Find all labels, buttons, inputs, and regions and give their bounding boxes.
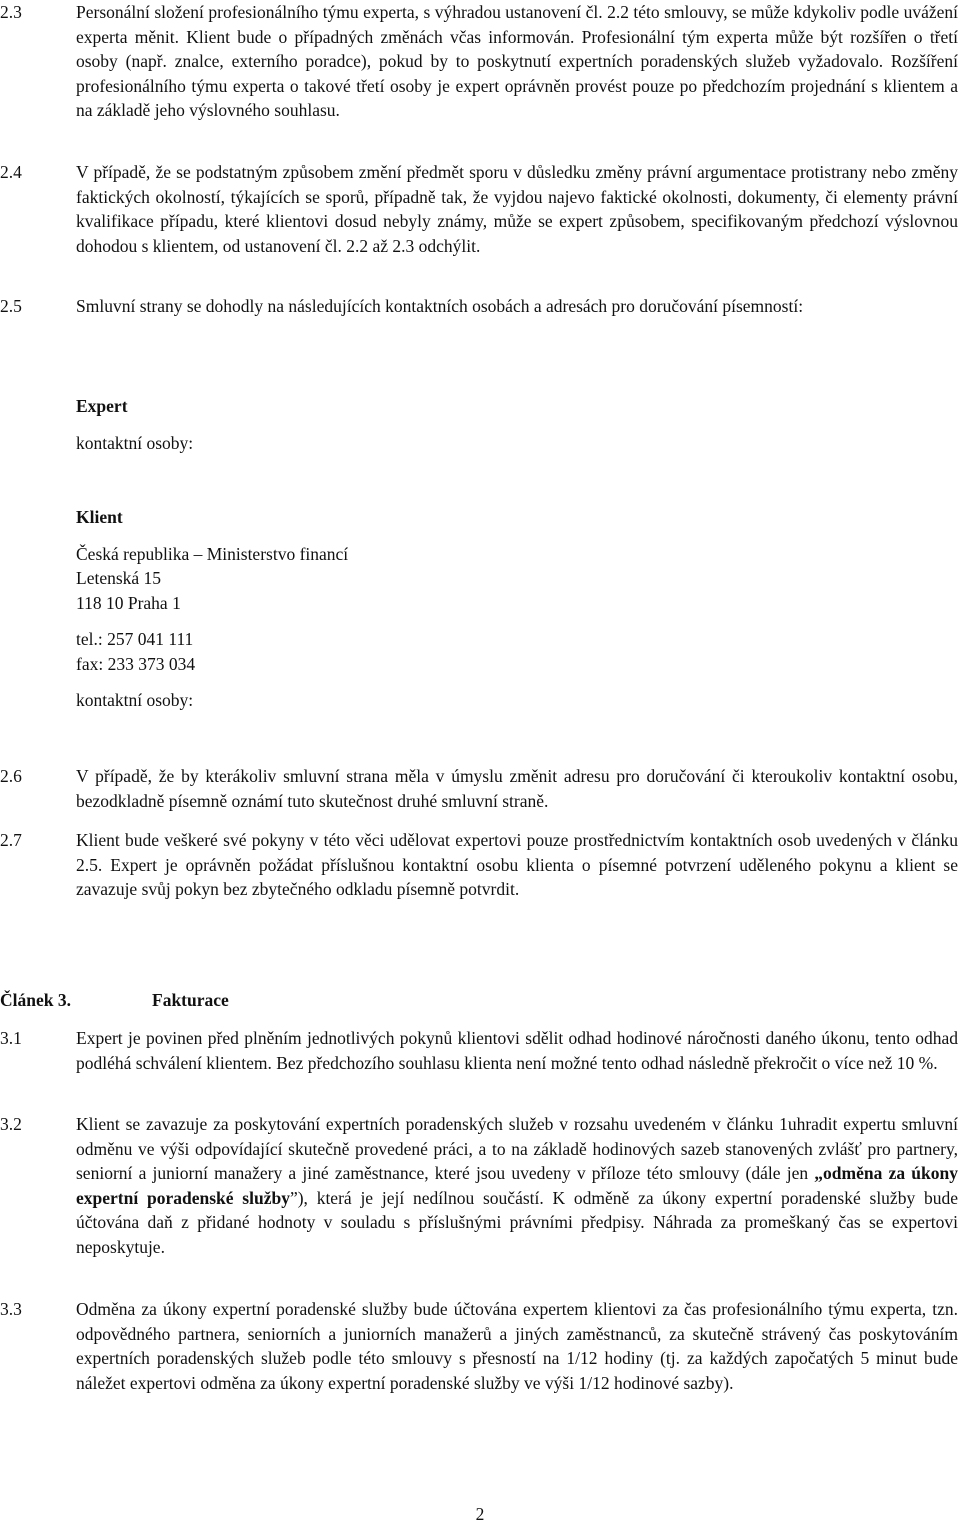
section-number: 2.7 [0,830,22,850]
defined-term: „odměna za úkony expertní poradenské služby [76,1163,958,1208]
section-number: 3.2 [0,1114,22,1134]
expert-heading: Expert [76,396,128,416]
section-text: V případě, že by kterákoliv smluvní strana měla v úmyslu změnit adresu pro doručování či kteroukoliv kontaktní osobu, bezodkladně písemně oznámí tuto skutečnost druhé smluvní straně. [76,766,958,811]
article-label: Článek 3. [0,990,71,1010]
client-contact-block [76,505,348,713]
client-contact-label: kontaktní osoby: [76,690,194,710]
section-text: Odměna za úkony expertní poradenské služby bude účtována expertem klientovi za čas profesionálního týmu experta, tzn. odpovědného partnera, seniorních a juniorních manažerů a jiných zaměstnanců, za skutečně strávený čas poskytováním expertních poradenských služeb podle této smlouvy s přesností na 1/12 hodiny (tj. za každých započatých 5 minut bude náležet expertovi odměna za úkony expertní poradenské služby ve výši 1/12 hodinové sazby). [76,1299,958,1393]
section-number: 2.5 [0,296,22,316]
section-text [76,1112,958,1259]
section-text: Klient bude veškeré své pokyny v této věci udělovat expertovi pouze prostřednictvím kontaktních osob uvedených v článku 2.5. Expert je oprávněn požádat příslušnou kontaktní osobu klienta o písemné potvrzení uděleného pokynu a klient se zavazuje svůj pokyn bez zbytečného odkladu písemně potvrdit. [76,830,958,899]
section-number: 2.3 [0,2,22,22]
section-number: 3.1 [0,1028,22,1048]
expert-contact-label: kontaktní osoby: [76,432,194,453]
client-street: Letenská 15 [76,568,162,588]
client-fax: fax: 233 373 034 [76,653,196,674]
page-number: 2 [475,1504,485,1524]
section-text: Personální složení profesionálního týmu experta, s výhradou ustanovení čl. 2.2 této smlouvy, se může kdykoliv podle uvážení experta měnit. Klient bude o případných změnách včas informován. Profesionální tým experta může být rozšířen o třetí osoby (např. znalce, externího poradce), pokud by to poskytnutí expertních poradenských služeb vyžadovalo. Rozšíření profesionálního týmu experta o takové třetí osoby je expert oprávněn provést pouze po předchozím projednání s klientem a na základě jeho výslovného souhlasu. [76,2,958,120]
section-number: 3.3 [0,1299,22,1319]
client-tel: tel.: 257 041 111 [76,629,194,649]
client-city: 118 10 Praha 1 [76,592,181,613]
section-number: 2.6 [0,766,22,786]
section-text-part: Klient se zavazuje za poskytování expertních poradenských služeb v rozsahu uvedeném v článku 1uhradit expertu smluvní odměnu ve výši odpovídající skutečně provedené práci, a to na základě hodinových sazeb stanovených zvlášť pro partnery, seniorní a juniorní manažery a jiné zaměstnance, které jsou uvedeny v příloze této smlouvy (dále jen [76,1114,958,1183]
expert-contact-block [76,394,193,455]
client-org: Česká republika – Ministerstvo financí [76,543,349,564]
article-title: Fakturace [152,990,229,1010]
client-heading: Klient [76,507,123,527]
section-number: 2.4 [0,162,22,182]
section-text: Expert je povinen před plněním jednotlivých pokynů klientovi sdělit odhad hodinové náročnosti daného úkonu, tento odhad podléhá schválení klientem. Bez předchozího souhlasu klienta není možné tento odhad následně překročit o více než 10 %. [76,1028,958,1073]
section-text: Smluvní strany se dohodly na následujících kontaktních osobách a adresách pro doručování písemností: [76,296,804,316]
section-text: V případě, že se podstatným způsobem změní předmět sporu v důsledku změny právní argumentace protistrany nebo změny faktických okolností, týkajících se sporů, případně tak, že vyjdou najevo faktické okolnosti, dokumenty, či elementy právní kvalifikace případu, které klientovi dosud nebyly známy, může se expert způsobem, specifikovaným předchozí výslovnou dohodou s klientem, od ustanovení čl. 2.2 až 2.3 odchýlit. [76,162,958,256]
article-3-heading [0,988,229,1013]
section-text-part: ”), která je její nedílnou součástí. K odměně za úkony expertní poradenské služby bude účtována daň z přidané hodnoty v souladu s příslušnými právními předpisy. Náhrada za promeškaný čas se expertovi neposkytuje. [76,1187,958,1257]
